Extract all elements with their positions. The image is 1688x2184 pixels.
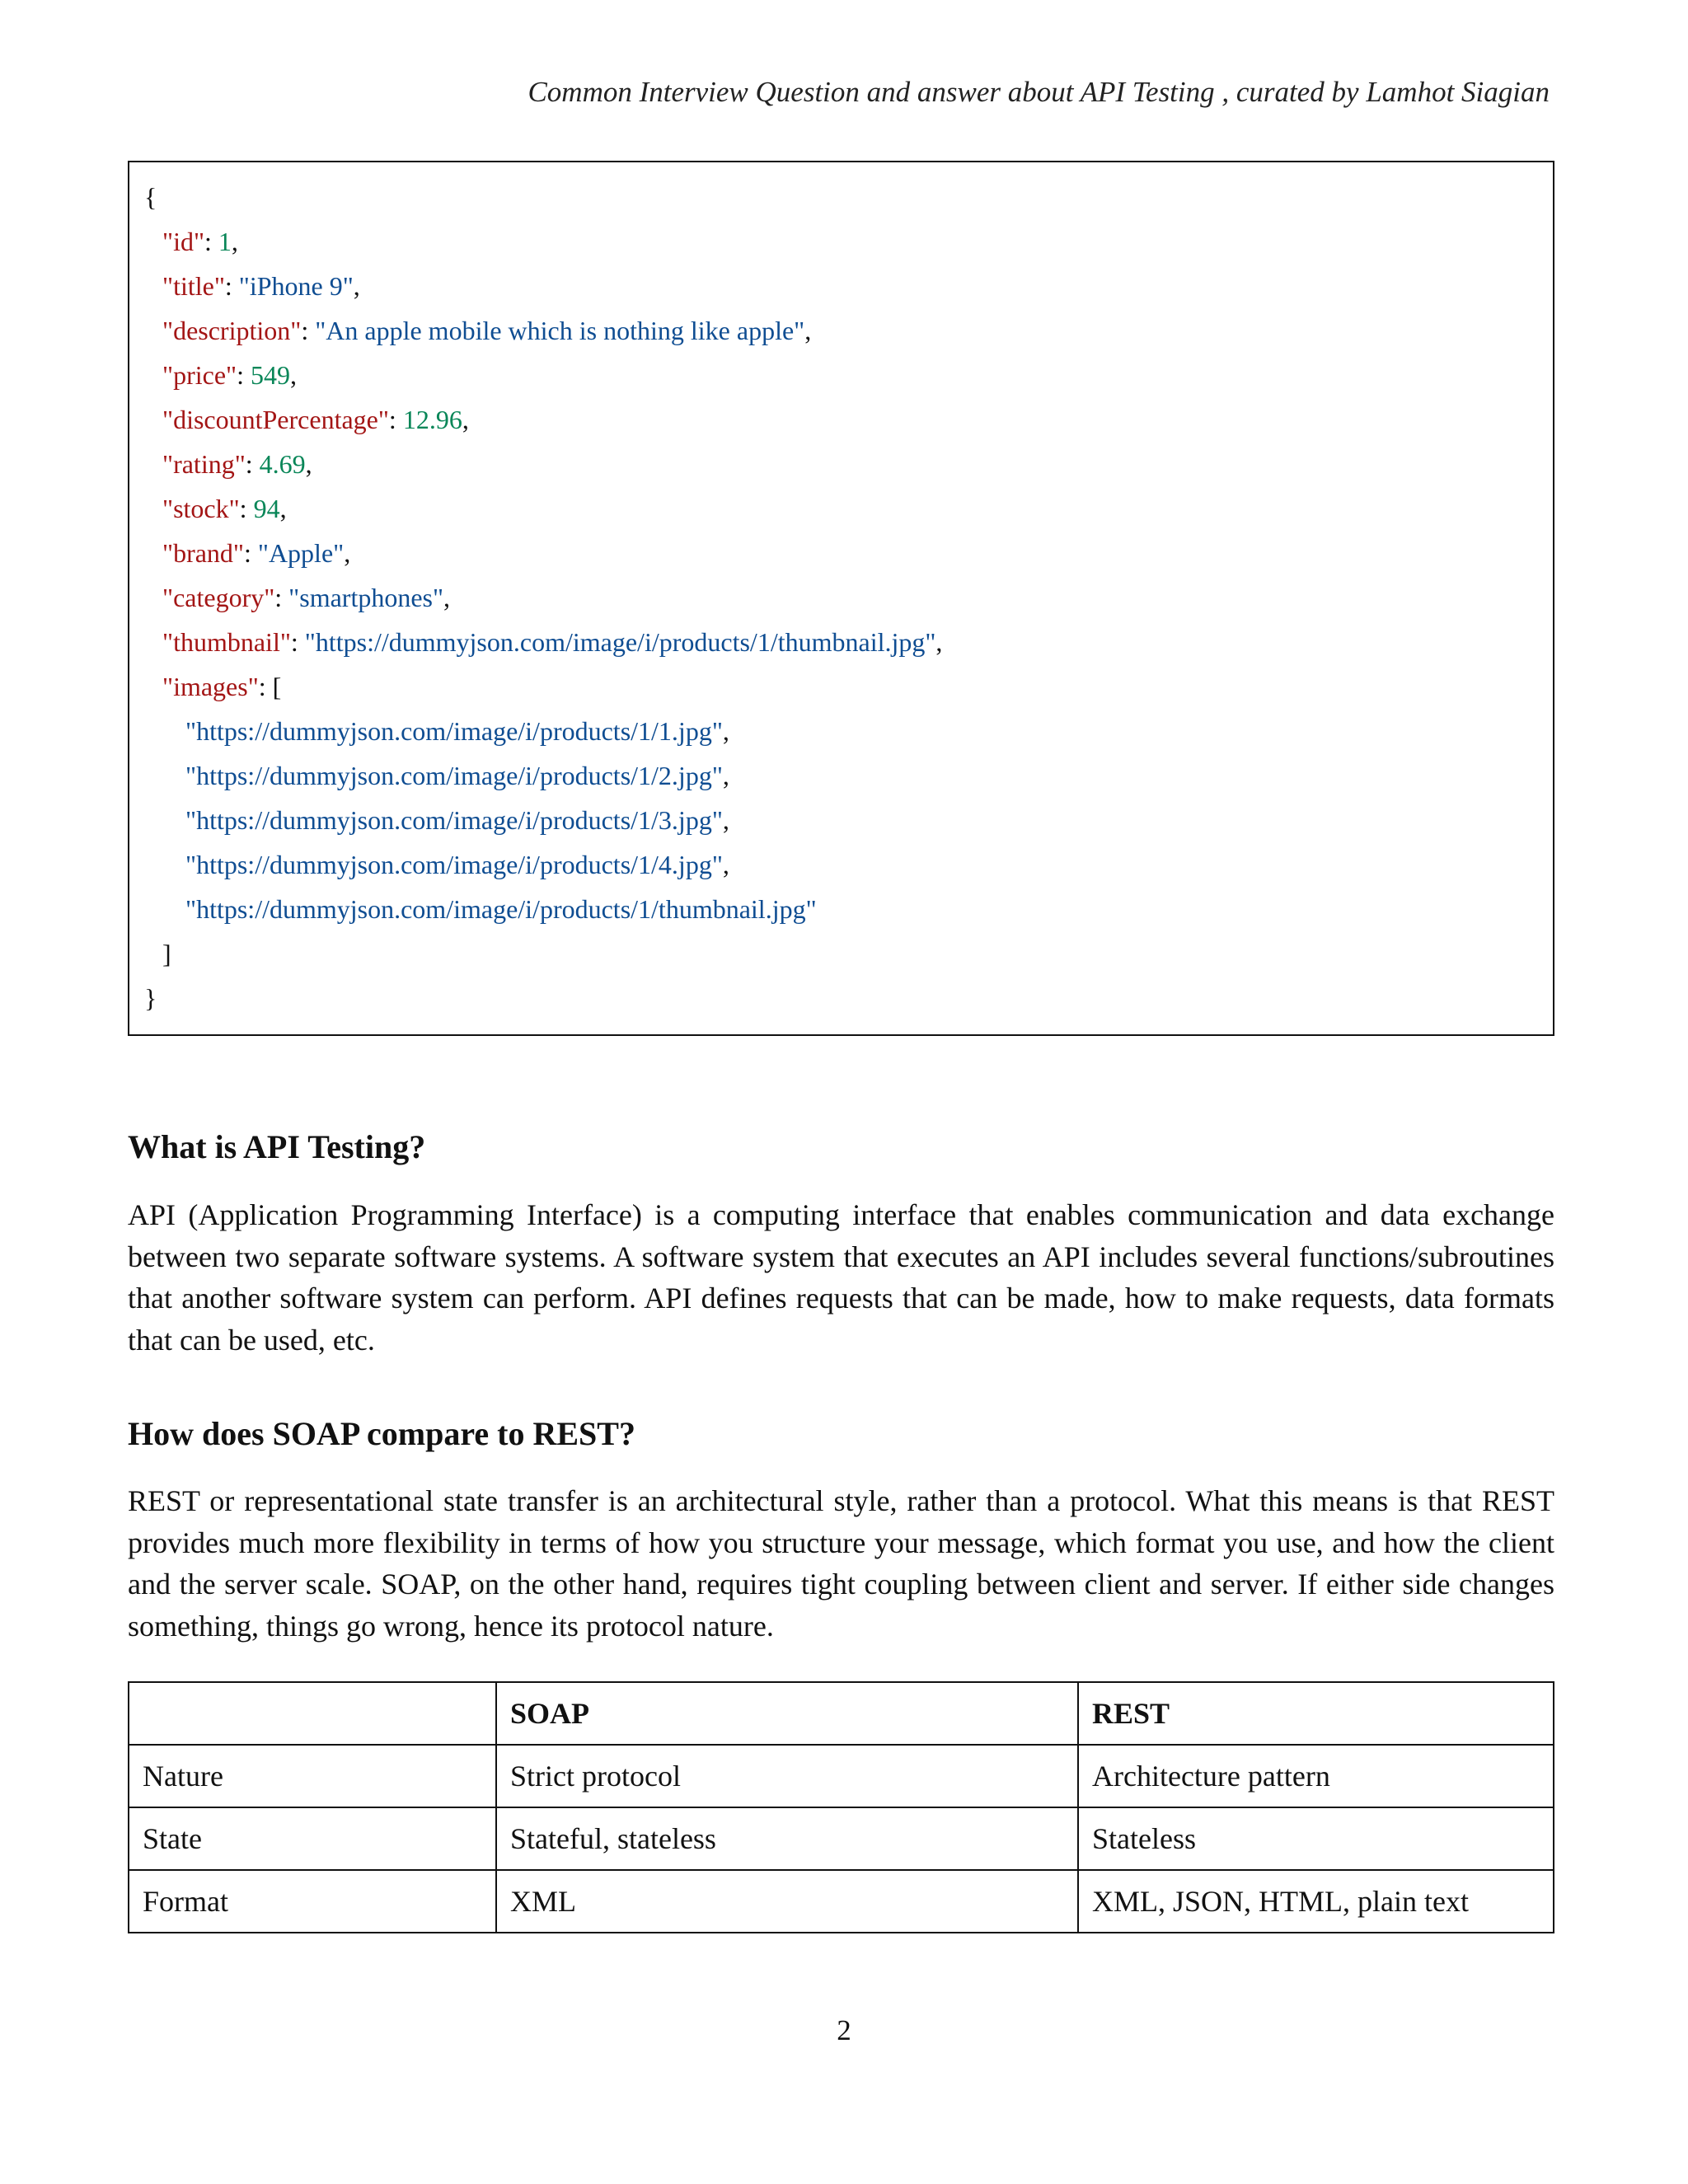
code-field: "title": "iPhone 9", — [162, 271, 360, 301]
code-key: "category" — [162, 583, 275, 612]
table-cell: Strict protocol — [496, 1745, 1078, 1807]
code-key: "price" — [162, 360, 237, 390]
code-value: "https://dummyjson.com/image/i/products/1/thumbnail.jpg" — [304, 627, 936, 657]
code-field: "discountPercentage": 12.96, — [162, 405, 469, 434]
table-cell: XML — [496, 1870, 1078, 1933]
code-close-brace: } — [144, 983, 157, 1013]
code-value: 4.69 — [259, 449, 306, 479]
code-field: "description": "An apple mobile which is nothing like apple", — [162, 316, 812, 345]
code-value: "iPhone 9" — [238, 271, 354, 301]
code-value: [ — [272, 672, 282, 701]
code-key: "brand" — [162, 538, 244, 568]
code-value: 1 — [218, 227, 232, 256]
code-value: "smartphones" — [288, 583, 444, 612]
code-key: "stock" — [162, 494, 240, 523]
running-header: Common Interview Question and answer about API Testing , curated by Lamhot Siagian — [528, 76, 1550, 108]
table-cell: XML, JSON, HTML, plain text — [1078, 1870, 1554, 1933]
table-cell: Format — [129, 1870, 496, 1933]
section-heading-api-testing: What is API Testing? — [128, 1128, 426, 1165]
code-key: "rating" — [162, 449, 246, 479]
code-value: 549 — [250, 360, 290, 390]
code-array-item: "https://dummyjson.com/image/i/products/1/4.jpg", — [185, 850, 729, 879]
json-code-block — [128, 161, 1554, 1036]
section-heading-soap-rest: How does SOAP compare to REST? — [128, 1415, 635, 1452]
code-key: "thumbnail" — [162, 627, 291, 657]
code-field: "thumbnail": "https://dummyjson.com/image/i/products/1/thumbnail.jpg", — [162, 627, 943, 657]
code-field: "images": [ — [162, 672, 282, 701]
code-field: "id": 1, — [162, 227, 238, 256]
code-field: "category": "smartphones", — [162, 583, 451, 612]
code-key: "title" — [162, 271, 225, 301]
code-key: "images" — [162, 672, 259, 701]
code-array-close: ] — [162, 939, 171, 968]
table-cell: Stateful, stateless — [496, 1807, 1078, 1870]
table-header-cell: SOAP — [496, 1682, 1078, 1745]
code-value: "An apple mobile which is nothing like apple" — [315, 316, 805, 345]
table-cell: Architecture pattern — [1078, 1745, 1554, 1807]
table-header-cell: REST — [1078, 1682, 1554, 1745]
code-key: "description" — [162, 316, 302, 345]
page-number: 2 — [837, 2014, 851, 2046]
comparison-table — [128, 1681, 1554, 1933]
paragraph-api-testing: API (Application Programming Interface) is a computing interface that enables communication and data exchange between two separate software systems. A software system that executes an API includes several functions/subroutines that another software system can perform. API defines requests that can be made, how to make requests, data formats that can be used, etc. — [128, 1198, 1554, 1357]
paragraph-soap-rest: REST or representational state transfer is an architectural style, rather than a protocol. What this means is that REST provides much more flexibility in terms of how you structure your message, which format you use, and how the client and the server scale. SOAP, on the other hand, requires tight coupling between client and server. If either side changes something, things go wrong, hence its protocol nature. — [128, 1484, 1554, 1643]
code-key: "discountPercentage" — [162, 405, 389, 434]
code-array-item: "https://dummyjson.com/image/i/products/1/3.jpg", — [185, 805, 729, 835]
table-row — [129, 1745, 1554, 1807]
table-row — [129, 1807, 1554, 1870]
table-cell: Nature — [129, 1745, 496, 1807]
code-open-brace: { — [144, 182, 157, 212]
code-key: "id" — [162, 227, 205, 256]
code-field: "rating": 4.69, — [162, 449, 312, 479]
code-field: "stock": 94, — [162, 494, 287, 523]
code-field: "price": 549, — [162, 360, 297, 390]
code-value: 12.96 — [402, 405, 462, 434]
code-array-item: "https://dummyjson.com/image/i/products/1/2.jpg", — [185, 761, 729, 790]
table-header-row — [129, 1682, 1554, 1745]
table-cell: State — [129, 1807, 496, 1870]
table-cell: Stateless — [1078, 1807, 1554, 1870]
code-array-item: "https://dummyjson.com/image/i/products/1/1.jpg", — [185, 716, 729, 746]
table-header-cell — [129, 1682, 496, 1745]
table-row — [129, 1870, 1554, 1933]
code-value: 94 — [253, 494, 280, 523]
code-value: "Apple" — [257, 538, 345, 568]
code-field: "brand": "Apple", — [162, 538, 351, 568]
code-array-item: "https://dummyjson.com/image/i/products/1/thumbnail.jpg" — [185, 894, 817, 924]
